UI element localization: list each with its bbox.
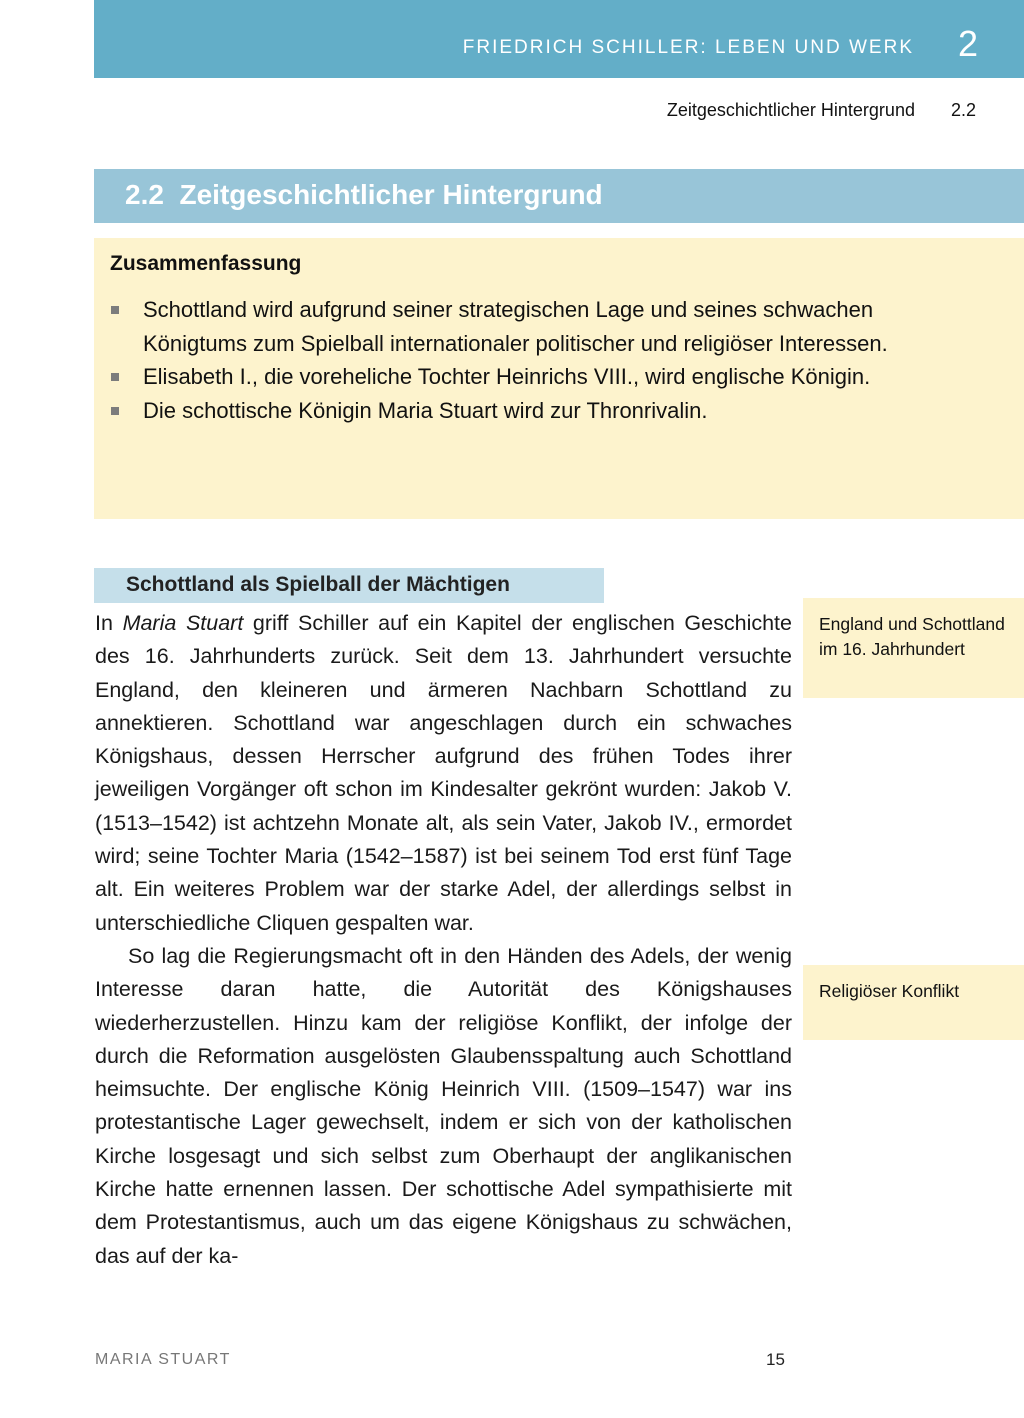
- subsection-title: Schottland als Spielball der Mächtigen: [126, 573, 510, 596]
- summary-item: [108, 293, 958, 360]
- square-bullet-icon: [111, 306, 119, 314]
- summary-item: [108, 394, 958, 428]
- summary-item-text: Elisabeth I., die voreheliche Tochter Heinrichs VIII., wird englische Königin.: [143, 364, 871, 389]
- summary-box: [94, 238, 1024, 519]
- subsection-heading-bar: [94, 568, 604, 603]
- summary-item-text: Die schottische Königin Maria Stuart wird zur Thronrivalin.: [143, 397, 708, 423]
- footer-book-title: MARIA STUART: [95, 1351, 231, 1368]
- work-title: Maria Stuart: [122, 611, 244, 635]
- chapter-title: FRIEDRICH SCHILLER: LEBEN UND WERK: [462, 37, 914, 58]
- body-text: [95, 607, 792, 1273]
- page-number: 15: [766, 1350, 785, 1369]
- paragraph-text: So lag die Regierungsmacht oft in den Händen des Adels, der wenig Interesse daran hatte, die Autorität des Königshauses wiederherzustellen. Hinzu kam der religiöse Konflikt, der infolge der durch die Reformation ausgelösten Glaubensspaltung auch Schottland heimsuchte. Der englische König Heinrich VIII. (1509–1547) war ins protestantische Lager gewechselt, indem er sich von der katholischen Kirche losgesagt und sich selbst zum Oberhaupt der anglikanischen Kirche hatte ernennen lassen. Der schottische Adel sympathisierte mit dem Protestantismus, auch um das eigene Königshaus zu schwächen, das auf der ka-: [95, 943, 792, 1268]
- summary-item: [108, 360, 958, 394]
- section-title: 2.2 Zeitgeschichtlicher Hintergrund: [125, 179, 603, 210]
- margin-note-text: Religiöser Konflikt: [819, 981, 960, 1001]
- summary-item-text: Schottland wird aufgrund seiner strategischen Lage und seines schwachen Königtums zum Spielball internationaler politischer und religiöser Interessen.: [143, 297, 888, 356]
- running-head-section: 2.2: [950, 100, 976, 120]
- chapter-number: 2: [957, 23, 978, 64]
- running-head: [667, 100, 976, 121]
- chapter-header-bar: [94, 0, 1024, 78]
- paragraph: [95, 607, 792, 940]
- paragraph: [95, 940, 792, 1273]
- section-heading-bar: [94, 169, 1024, 223]
- margin-note-text: England und Schottland im 16. Jahrhundert: [819, 614, 1005, 659]
- paragraph-text: griff Schiller auf ein Kapitel der englischen Geschichte des 16. Jahrhunderts zurück. Seit dem 13. Jahrhundert versuchte England, den kleineren und ärmeren Nachbarn Schottland zu annektieren. Schottland war angeschlagen durch ein schwaches Königshaus, dessen Herrscher aufgrund des frühen Todes ihrer jeweiligen Vorgänger oft schon im Kindesalter gekrönt wurden: Jakob V. (1513–1542) ist achtzehn Monate alt, als sein Vater, Jakob IV., ermordet wird; seine Tochter Maria (1542–1587) ist bei seinem Tod erst fünf Tage alt. Ein weiteres Problem war der starke Adel, der allerdings selbst in unterschiedliche Cliquen gespalten war.: [95, 611, 792, 935]
- paragraph-text: In: [95, 611, 123, 635]
- margin-note: [803, 965, 1024, 1040]
- margin-note: [803, 598, 1024, 698]
- square-bullet-icon: [111, 407, 119, 415]
- summary-list: [108, 293, 958, 427]
- square-bullet-icon: [111, 373, 119, 381]
- summary-title: Zusammenfassung: [110, 252, 302, 275]
- running-head-title: Zeitgeschichtlicher Hintergrund: [666, 100, 915, 120]
